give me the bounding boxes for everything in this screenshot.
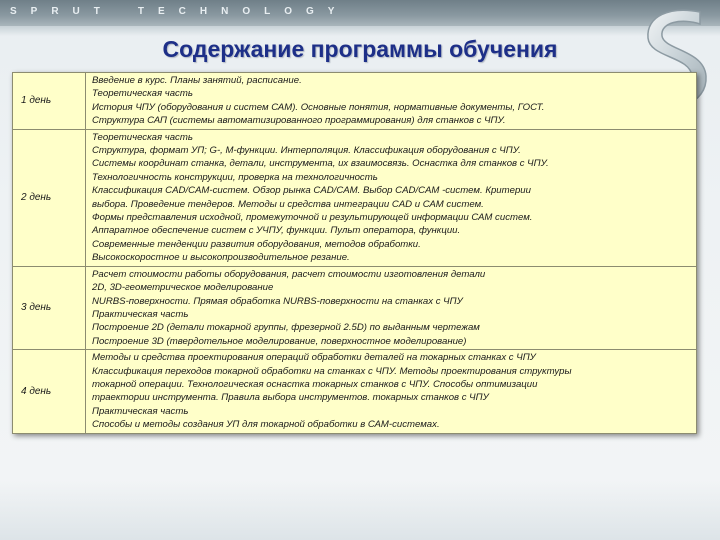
table-row (13, 73, 697, 130)
day-content (86, 350, 697, 433)
content-line: Построение 2D (детали токарной группы, фрезерной 2.5D) по выданным чертежам (92, 322, 480, 334)
day-content (86, 129, 697, 266)
content-line: Классификация CAD/CAM-систем. Обзор рынка CAD/CAM. Выбор CAD/CAM -систем. Критерии (92, 185, 531, 197)
content-line: Современные тенденции развития оборудования, методов обработки. (92, 238, 421, 250)
page-title: Содержание программы обучения (162, 36, 558, 62)
content-line: Теоретическая часть (92, 131, 193, 143)
content-line: Практическая часть (92, 405, 189, 417)
content-line: Построение 3D (твердотельное моделирование, поверхностное моделирование) (92, 335, 467, 347)
day-content (86, 266, 697, 349)
content-line: Формы представления исходной, промежуточной и результирующей информации САМ систем. (92, 212, 533, 224)
content-line: выбора. Проведение тендеров. Методы и средства интеграции CAD и САМ систем. (92, 198, 484, 210)
content-line: токарной операции. Технологическая оснастка токарных станков с ЧПУ. Способы оптимизации (92, 378, 538, 390)
table-row (13, 266, 697, 349)
content-line: траектории инструмента. Правила выбора инструментов. токарных станков с ЧПУ (92, 392, 489, 404)
content-line: Технологичность конструкции, проверка на технологичность (92, 171, 378, 183)
content-line: NURBS-поверхности. Прямая обработка NURBS-поверхности на станках с ЧПУ (92, 295, 463, 307)
content-line: Введение в курс. Планы занятий, расписание. (92, 75, 302, 86)
header-bar (0, 0, 720, 26)
brand-company: SPRUT (10, 6, 114, 17)
content-line: Классификация переходов токарной обработки на станках с ЧПУ. Методы проектирования структуры (92, 365, 572, 377)
content-line: Расчет стоимости работы оборудования, расчет стоимости изготовления детали (92, 268, 486, 280)
day-label: 1 день (13, 73, 86, 130)
content-line: Теоретическая часть (92, 88, 193, 100)
content-line: Методы и средства проектирования операций обработки деталей на токарных станках с ЧПУ (92, 352, 536, 364)
content-line: Высокоскоростное и высокопроизводительное резание. (92, 252, 350, 264)
content-line: История ЧПУ (оборудования и систем САМ). Основные понятия, нормативные документы, ГОСТ. (92, 101, 545, 113)
content-line: Структура, формат УП; G-, M-функции. Интерполяция. Классификация оборудования с ЧПУ. (92, 145, 521, 157)
content-line: Практическая часть (92, 308, 189, 320)
day-label: 2 день (13, 129, 86, 266)
content-line: Способы и методы создания УП для токарной обработки в САМ-системах. (92, 419, 440, 431)
schedule-table (12, 72, 697, 434)
day-content (86, 73, 697, 130)
footer-gradient (0, 480, 720, 540)
content-line: 2D, 3D-геометрическое моделирование (92, 282, 274, 294)
brand-text (10, 6, 348, 17)
brand-suffix: TECHNOLOGY (137, 6, 349, 17)
day-label: 4 день (13, 350, 86, 433)
day-label: 3 день (13, 266, 86, 349)
header-divider (0, 26, 720, 36)
content-line: Структура САП (системы автоматизированного программирования) для станков с ЧПУ. (92, 115, 506, 127)
content-line: Аппаратное обеспечение систем с УЧПУ, функции. Пульт оператора, функции. (92, 225, 461, 237)
content-line: Системы координат станка, детали, инструмента, их взаимосвязь. Оснастка для станков с ЧПУ. (92, 158, 549, 170)
table-row (13, 350, 697, 433)
table-row (13, 129, 697, 266)
